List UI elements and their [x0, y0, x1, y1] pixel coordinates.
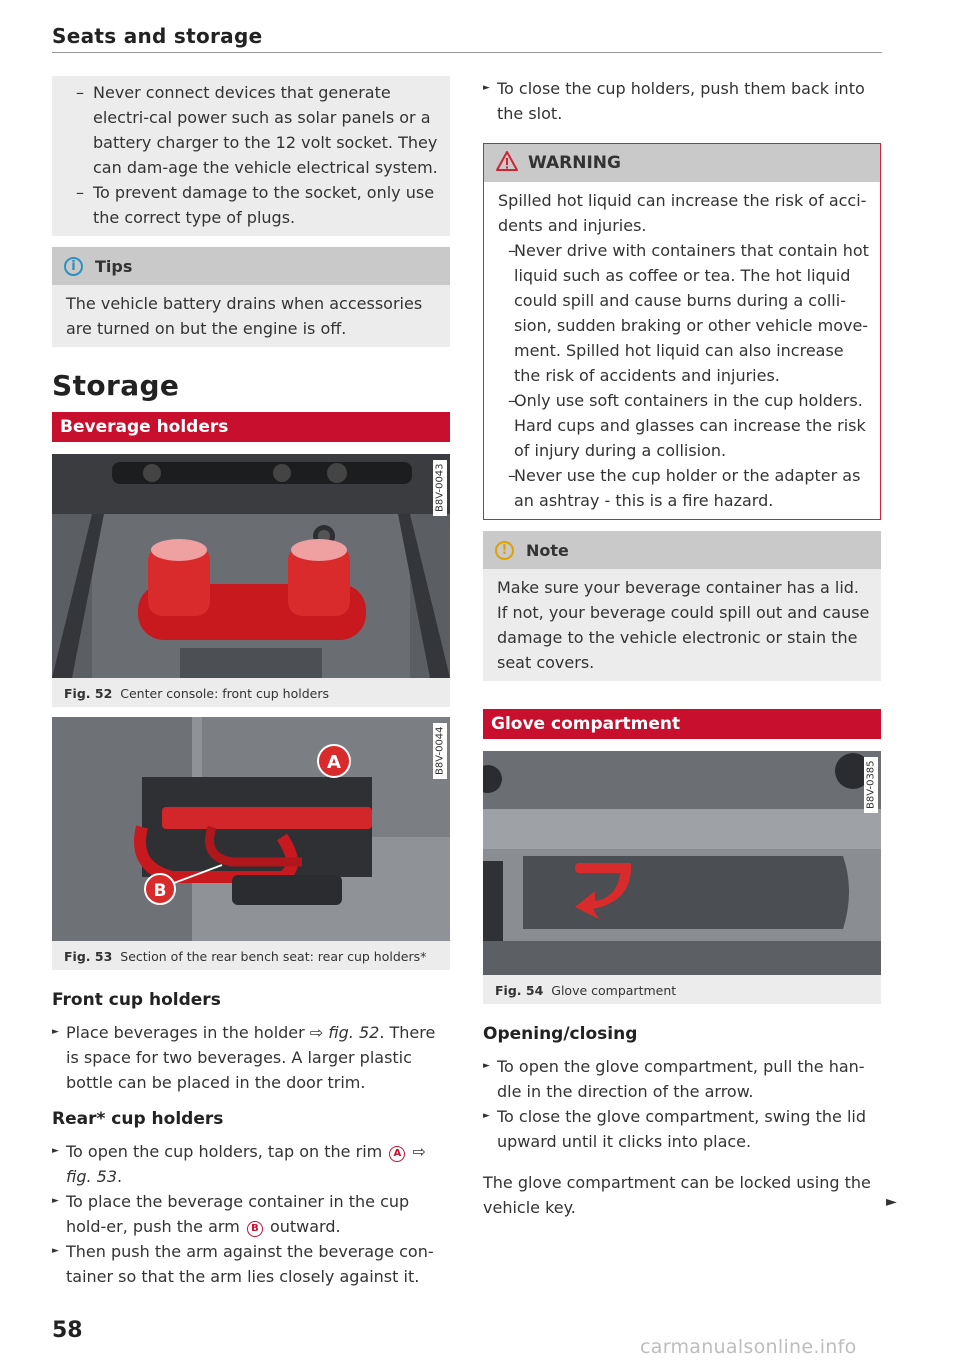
front-cup-holders-heading: Front cup holders: [52, 990, 221, 1010]
figure-reference-link[interactable]: ⇨ fig. 52: [309, 1023, 380, 1042]
figure-caption: [52, 941, 450, 964]
list-item: [52, 1020, 450, 1095]
left-column: [52, 76, 450, 1289]
figure-code: B8V-0385: [864, 757, 878, 813]
rear-cup-holders-drawing: [52, 717, 450, 941]
watermark: carmanualsonline.info: [640, 1336, 857, 1358]
arm-b-badge: B: [247, 1221, 263, 1237]
figure-caption-text: Center console: front cup holders: [120, 686, 329, 701]
list-item: – To prevent damage to the socket, only use the correct type of plugs.: [66, 180, 440, 230]
text-segment: Place beverages in the holder: [66, 1023, 310, 1042]
text-segment: . There is space for two beverages. A larger plastic bottle can be placed in the door trim.: [66, 1023, 436, 1092]
glove-compartment-heading: Glove compartment: [483, 709, 881, 739]
storage-heading: Storage: [52, 369, 180, 402]
note-header: [483, 531, 881, 569]
front-cup-holders-drawing: [52, 454, 450, 678]
list-item: ► To close the glove compartment, swing the lid upward until it clicks into place.: [483, 1104, 881, 1154]
tips-text: The vehicle battery drains when accessories are turned on but the engine is off.: [52, 285, 450, 347]
glove-lock-paragraph: The glove compartment can be locked using the vehicle key.: [483, 1173, 871, 1217]
list-item: ► To close the cup holders, push them back into the slot.: [483, 76, 881, 126]
figure-code: B8V-0043: [433, 460, 447, 516]
list-item: ► To open the glove compartment, pull the han-dle in the direction of the arrow.: [483, 1054, 881, 1104]
figure-number: Fig. 54: [495, 983, 544, 998]
rear-cup-holders-heading: Rear* cup holders: [52, 1109, 224, 1129]
warning-box: [483, 143, 881, 520]
figure-code: B8V-0044: [433, 723, 447, 779]
list-item: [52, 1139, 450, 1189]
warning-header: [484, 144, 880, 182]
note-box: [483, 531, 881, 681]
figure-caption-text: Section of the rear bench seat: rear cup holders*: [120, 949, 427, 964]
text-segment: To open the cup holders, tap on the rim: [66, 1142, 388, 1161]
list-item: ► Then push the arm against the beverage con-tainer so that the arm lies closely against it.: [52, 1239, 450, 1289]
warning-body: [484, 182, 880, 519]
warning-title: WARNING: [528, 153, 621, 173]
continue-arrow-icon: ►: [886, 1194, 897, 1210]
rim-a-badge: A: [389, 1146, 405, 1162]
glove-compartment-illustration: [483, 751, 881, 975]
text-segment: outward.: [264, 1217, 341, 1236]
right-column: [483, 76, 881, 1220]
note-text: Make sure your beverage container has a lid. If not, your beverage could spill out and cause damage to the vehicle electronic or stain the seat covers.: [483, 569, 881, 681]
figure-number: Fig. 53: [64, 949, 113, 964]
figure-caption: [483, 975, 881, 998]
tips-box: [52, 247, 450, 347]
figure-reference-link[interactable]: ⇨ fig. 53: [66, 1142, 426, 1186]
page-header-title: Seats and storage: [52, 24, 263, 48]
page-number: 58: [52, 1318, 83, 1343]
figure-caption: [52, 678, 450, 701]
list-item: [52, 1189, 450, 1239]
label-a: A: [327, 752, 341, 773]
glove-compartment-drawing: [483, 751, 881, 975]
tips-title: Tips: [95, 256, 133, 276]
label-b: B: [153, 881, 167, 901]
beverage-holders-heading: Beverage holders: [52, 412, 450, 442]
rear-cup-holders-illustration: [52, 717, 450, 941]
header-rule: [52, 52, 882, 53]
list-item: – Never drive with containers that contain hot liquid such as coffee or tea. The hot liquid could spill and cause burns during a colli-sion, sudden braking or other vehicle move-ment. Spilled hot liquid can also increase the risk of accidents and injuries.: [498, 238, 870, 388]
text-segment: To place the beverage container in the cup hold-er, push the arm: [66, 1192, 410, 1236]
figure-52: [52, 454, 450, 707]
figure-53: [52, 717, 450, 970]
list-item: – Never connect devices that generate electri-cal power such as solar panels or a battery charger to the 12 volt socket. They can dam-age the vehicle electrical system.: [66, 80, 440, 180]
front-cup-holders-illustration: [52, 454, 450, 678]
note-title: Note: [526, 540, 569, 560]
warning-triangle-icon: [496, 151, 518, 176]
figure-54: [483, 751, 881, 1004]
tips-header: [52, 247, 450, 285]
figure-number: Fig. 52: [64, 686, 113, 701]
note-icon: !: [495, 541, 514, 560]
figure-caption-text: Glove compartment: [551, 983, 677, 998]
warning-intro: Spilled hot liquid can increase the risk of acci-dents and injuries.: [498, 191, 867, 235]
info-icon: i: [64, 257, 83, 276]
left-top-box: [52, 76, 450, 236]
opening-closing-heading: Opening/closing: [483, 1024, 638, 1044]
list-item: – Only use soft containers in the cup holders. Hard cups and glasses can increase the risk of injury during a collision.: [498, 388, 870, 463]
text-segment: .: [117, 1167, 123, 1186]
list-item: – Never use the cup holder or the adapter as an ashtray - this is a fire hazard.: [498, 463, 870, 513]
